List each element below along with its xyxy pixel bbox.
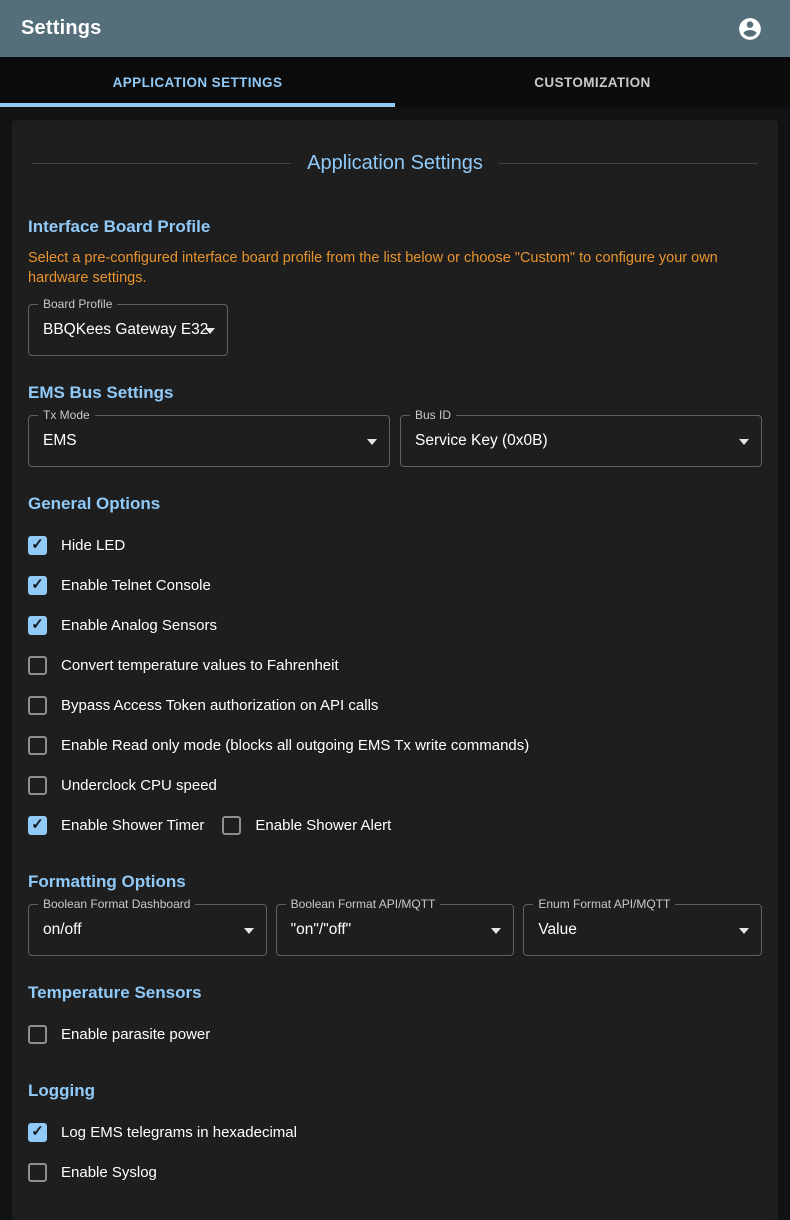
select-value: "on"/"off" <box>290 921 352 938</box>
checkbox-label: Enable parasite power <box>61 1025 211 1043</box>
ems-bus-select-row <box>28 408 762 467</box>
checkbox-hide-led[interactable] <box>28 536 47 555</box>
page-title: Settings <box>21 17 102 39</box>
tab-application-settings[interactable]: APPLICATION SETTINGS <box>0 57 395 107</box>
checkbox-group-shower-timer <box>28 816 204 835</box>
select-value: Service Key (0x0B) <box>415 432 548 449</box>
select-value: Value <box>538 921 577 938</box>
dropdown-arrow-icon <box>244 928 254 934</box>
tx-mode-select[interactable] <box>28 408 390 467</box>
checkbox-label: Enable Read only mode (blocks all outgoing EMS Tx write commands) <box>61 736 530 754</box>
checkbox-group-shower-alert <box>222 816 391 835</box>
section-heading-temperature-sensors: Temperature Sensors <box>28 983 202 1002</box>
check-icon: ✓ <box>31 616 44 633</box>
divider-line <box>32 163 291 164</box>
dropdown-arrow-icon <box>205 328 215 334</box>
checkbox-fahrenheit[interactable] <box>28 656 47 675</box>
check-icon: ✓ <box>31 816 44 833</box>
select-label: Tx Mode <box>38 408 95 422</box>
checkbox-label: Bypass Access Token authorization on API calls <box>61 696 379 714</box>
select-label: Bus ID <box>410 408 456 422</box>
checkbox-shower-alert[interactable] <box>222 816 241 835</box>
select-label: Board Profile <box>38 297 117 311</box>
dropdown-arrow-icon <box>739 928 749 934</box>
settings-card <box>12 120 778 1220</box>
checkbox-row-analog-sensors <box>28 605 762 645</box>
checkbox-label: Underclock CPU speed <box>61 776 217 794</box>
select-label: Enum Format API/MQTT <box>533 897 675 911</box>
check-icon: ✓ <box>31 576 44 593</box>
checkbox-parasite-power[interactable] <box>28 1025 47 1044</box>
card-title: Application Settings <box>307 152 483 174</box>
checkbox-label: Convert temperature values to Fahrenheit <box>61 656 339 674</box>
board-profile-select[interactable] <box>28 297 228 356</box>
checkbox-shower-timer[interactable] <box>28 816 47 835</box>
select-value: EMS <box>43 432 77 449</box>
select-value: on/off <box>43 921 82 938</box>
checkbox-row-fahrenheit <box>28 645 762 685</box>
checkbox-underclock-cpu[interactable] <box>28 776 47 795</box>
select-label: Boolean Format API/MQTT <box>286 897 441 911</box>
checkbox-row-underclock <box>28 765 762 805</box>
divider-line <box>499 163 758 164</box>
checkbox-telnet-console[interactable] <box>28 576 47 595</box>
checkbox-analog-sensors[interactable] <box>28 616 47 635</box>
checkbox-read-only[interactable] <box>28 736 47 755</box>
checkbox-label: Enable Shower Alert <box>255 816 392 834</box>
checkbox-row-parasite-power <box>28 1014 762 1054</box>
checkbox-row-syslog <box>28 1152 762 1192</box>
tab-bar <box>0 57 790 107</box>
checkbox-row-bypass-token <box>28 685 762 725</box>
checkbox-label: Enable Telnet Console <box>61 576 211 594</box>
checkbox-row-hex-telegrams <box>28 1112 762 1152</box>
account-circle-icon <box>737 16 763 42</box>
account-button[interactable] <box>736 15 764 43</box>
checkbox-bypass-token[interactable] <box>28 696 47 715</box>
section-heading-formatting: Formatting Options <box>28 872 186 891</box>
checkbox-label: Enable Analog Sensors <box>61 616 217 634</box>
checkbox-row-hide-led <box>28 525 762 565</box>
enum-format-api-select[interactable] <box>523 897 762 956</box>
board-profile-warning: Select a pre-configured interface board profile from the list below or choose "Custom" to configure your own hardware settings. <box>28 250 718 286</box>
dropdown-arrow-icon <box>367 439 377 445</box>
formatting-select-row <box>28 897 762 956</box>
section-heading-interface-board: Interface Board Profile <box>28 217 211 236</box>
checkbox-row-shower <box>28 805 762 845</box>
dropdown-arrow-icon <box>739 439 749 445</box>
boolean-format-dashboard-select[interactable] <box>28 897 267 956</box>
checkbox-row-read-only <box>28 725 762 765</box>
tab-customization[interactable]: CUSTOMIZATION <box>534 74 651 90</box>
checkbox-hex-telegrams[interactable] <box>28 1123 47 1142</box>
check-icon: ✓ <box>31 536 44 553</box>
section-divider-title <box>32 152 758 175</box>
section-heading-logging: Logging <box>28 1081 96 1100</box>
checkbox-label: Enable Syslog <box>61 1163 157 1181</box>
check-icon: ✓ <box>31 1123 44 1140</box>
section-heading-ems-bus: EMS Bus Settings <box>28 383 174 402</box>
boolean-format-api-select[interactable] <box>276 897 515 956</box>
checkbox-enable-syslog[interactable] <box>28 1163 47 1182</box>
select-value: BBQKees Gateway E32 <box>43 321 209 338</box>
section-heading-general-options: General Options <box>28 494 161 513</box>
checkbox-label: Log EMS telegrams in hexadecimal <box>61 1123 297 1141</box>
select-label: Boolean Format Dashboard <box>38 897 195 911</box>
dropdown-arrow-icon <box>491 928 501 934</box>
checkbox-label: Hide LED <box>61 536 126 554</box>
checkbox-row-telnet <box>28 565 762 605</box>
checkbox-label: Enable Shower Timer <box>61 816 205 834</box>
app-header <box>0 0 790 57</box>
bus-id-select[interactable] <box>400 408 762 467</box>
